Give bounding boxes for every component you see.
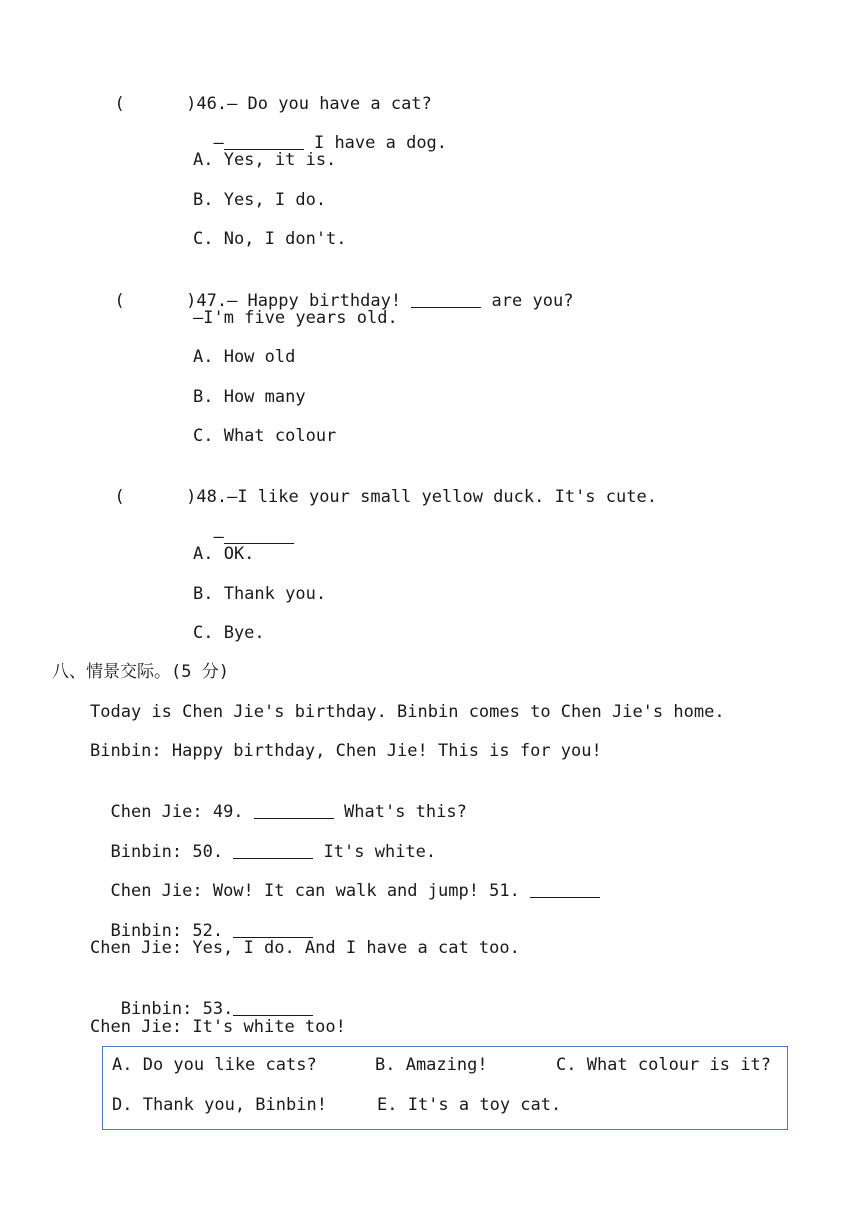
option: B. How many xyxy=(193,387,306,407)
dialogue-line: Chen Jie: Yes, I do. And I have a cat too. xyxy=(90,938,520,958)
dialogue-text: Binbin: 50. xyxy=(110,842,234,862)
dialogue-text: Chen Jie: 49. xyxy=(110,802,254,822)
answer-text: I have a dog. xyxy=(303,133,448,153)
answer-paren: ( ) xyxy=(114,94,197,114)
question-46-stem xyxy=(94,71,432,115)
option-e: E. It's a toy cat. xyxy=(377,1095,562,1115)
dialogue-text: Binbin: 52. xyxy=(110,921,234,941)
answer-blank-52[interactable] xyxy=(233,921,313,938)
section-heading: 八、情景交际。(5 分) xyxy=(52,662,229,682)
option-a: A. Do you like cats? xyxy=(112,1055,317,1075)
dialogue-text: Binbin: 53. xyxy=(110,999,234,1019)
dialogue-line xyxy=(90,819,436,863)
dialogue-line xyxy=(90,898,313,942)
option: C. What colour xyxy=(193,426,337,446)
question-46-answer xyxy=(193,110,447,154)
answer-blank[interactable] xyxy=(224,527,294,544)
question-text: are you? xyxy=(481,291,574,311)
option-c: C. What colour is it? xyxy=(556,1055,771,1075)
option: B. Yes, I do. xyxy=(193,190,327,210)
answer-blank[interactable] xyxy=(224,133,304,150)
option: A. How old xyxy=(193,347,296,367)
question-text: 46.— Do you have a cat? xyxy=(196,94,432,114)
answer-blank-49[interactable] xyxy=(254,802,334,819)
dialogue-line: Chen Jie: It's white too! xyxy=(90,1017,346,1037)
dialogue-text: What's this? xyxy=(333,802,467,822)
option-b: B. Amazing! xyxy=(375,1055,488,1075)
dash: — xyxy=(213,133,224,153)
dialogue-text: Chen Jie: Wow! It can walk and jump! 51. xyxy=(110,881,531,901)
answer-paren: ( ) xyxy=(114,487,197,507)
options-box xyxy=(102,1046,788,1130)
answer-blank-50[interactable] xyxy=(233,842,313,859)
answer-blank-53[interactable] xyxy=(233,999,313,1016)
dialogue-line xyxy=(90,779,467,823)
question-text: 48.—I like your small yellow duck. It's cute. xyxy=(196,487,657,507)
dialogue-line xyxy=(90,976,313,1020)
option: C. No, I don't. xyxy=(193,229,347,249)
option: C. Bye. xyxy=(193,623,265,643)
question-47-answer: —I'm five years old. xyxy=(193,308,398,328)
option: A. OK. xyxy=(193,544,255,564)
dialogue-intro: Today is Chen Jie's birthday. Binbin comes to Chen Jie's home. xyxy=(90,702,725,722)
dialogue-text: It's white. xyxy=(313,842,437,862)
option-d: D. Thank you, Binbin! xyxy=(112,1095,327,1115)
option: A. Yes, it is. xyxy=(193,150,337,170)
dialogue-line: Binbin: Happy birthday, Chen Jie! This is for you! xyxy=(90,741,602,761)
answer-blank-51[interactable] xyxy=(530,881,600,898)
question-48-stem xyxy=(94,464,657,508)
question-47-stem xyxy=(94,268,573,312)
dialogue-line xyxy=(90,858,600,902)
answer-paren: ( ) xyxy=(114,291,197,311)
question-48-answer xyxy=(193,504,294,548)
option: B. Thank you. xyxy=(193,584,327,604)
answer-blank[interactable] xyxy=(411,291,481,308)
dash: — xyxy=(213,527,224,547)
question-text: 47.— Happy birthday! xyxy=(196,291,412,311)
